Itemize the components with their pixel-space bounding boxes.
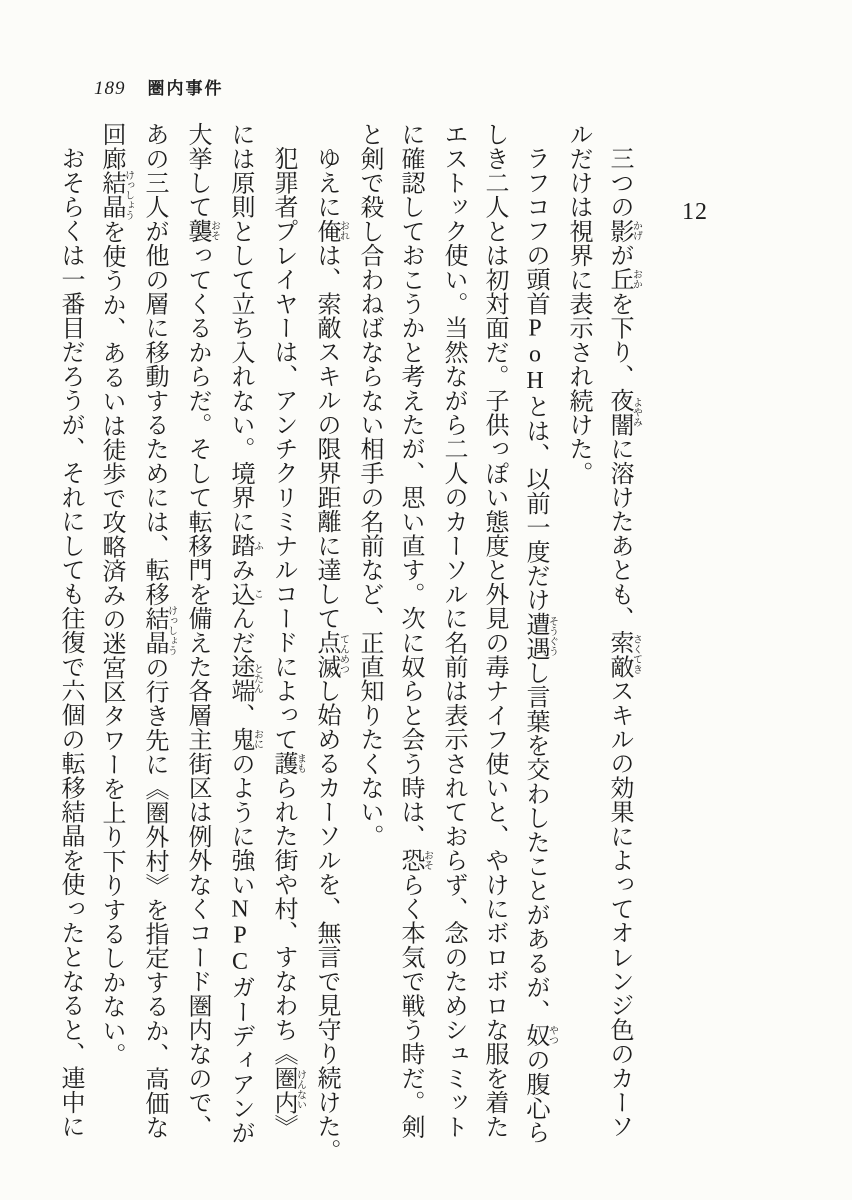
text-column: には原則として立ち入れない。境界に踏ふみ込こんだ途端とたん、鬼おにのように強いNPCガーディアンが (227, 122, 263, 1145)
running-header (94, 74, 224, 100)
section-number: 12 (682, 199, 708, 225)
latin-run: PoH (522, 315, 548, 395)
text-column: おそらくは一番目だろうが、それにしても往復で六個の転移結晶を使ったとなると、連中に (57, 146, 83, 1139)
text-column: ラフコフの頭首PoHとは、以前一度だけ遭遇そうぐうし言葉を交わしたことがあるが、奴やつの腹心ら (522, 146, 558, 1145)
page-number: 189 (94, 78, 126, 99)
text-column: と剣で殺し合わねばならない相手の名前など、正直知りたくない。 (356, 122, 382, 848)
body-text (49, 122, 641, 1182)
text-column: しき二人とは初対面だ。子供っぽい態度と外見の毒ナイフ使いと、やけにボロボロな服を着た (481, 122, 507, 1139)
text-column: 回廊結晶けっしょうを使うか、あるいは徒歩で攻略済みの迷宮区タワーを上り下りするしかない。 (98, 122, 134, 1067)
text-column: 大挙して襲おそってくるからだ。そして転移門を備えた各層主街区は例外なくコード圏内なので、 (184, 122, 220, 1139)
text-column: 三つの影かげが丘おかを下り、夜闇よやみに溶けたあとも、索敵さくてきスキルの効果によってオレンジ色のカーソ (606, 146, 642, 1139)
text-column: あの三人が他の層に移動するためには、転移結晶けっしょうの行き先に《圏外村》を指定するか、高価な (141, 122, 177, 1140)
latin-run: NPC (227, 896, 253, 976)
chapter-title: 圏内事件 (147, 79, 224, 98)
text-column: 犯罪者プレイヤーは、アンチクリミナルコードによって護まもられた街や村、すなわち《圏内けんない》 (270, 146, 306, 1139)
text-column: ルだけは視界に表示され続けた。 (565, 122, 591, 485)
text-column: エストック使い。当然ながら二人のカーソルに名前は表示されておらず、念のためシュミット (440, 122, 466, 1139)
text-column: ゆえに俺おれは、索敵スキルの限界距離に達して点滅てんめつし始めるカーソルを、無言で見守り続けた。 (313, 146, 349, 1163)
text-column: に確認しておこうかと考えたが、思い直す。次に奴らと会う時は、恐おそらく本気で戦う時だ。剣 (397, 122, 433, 1139)
